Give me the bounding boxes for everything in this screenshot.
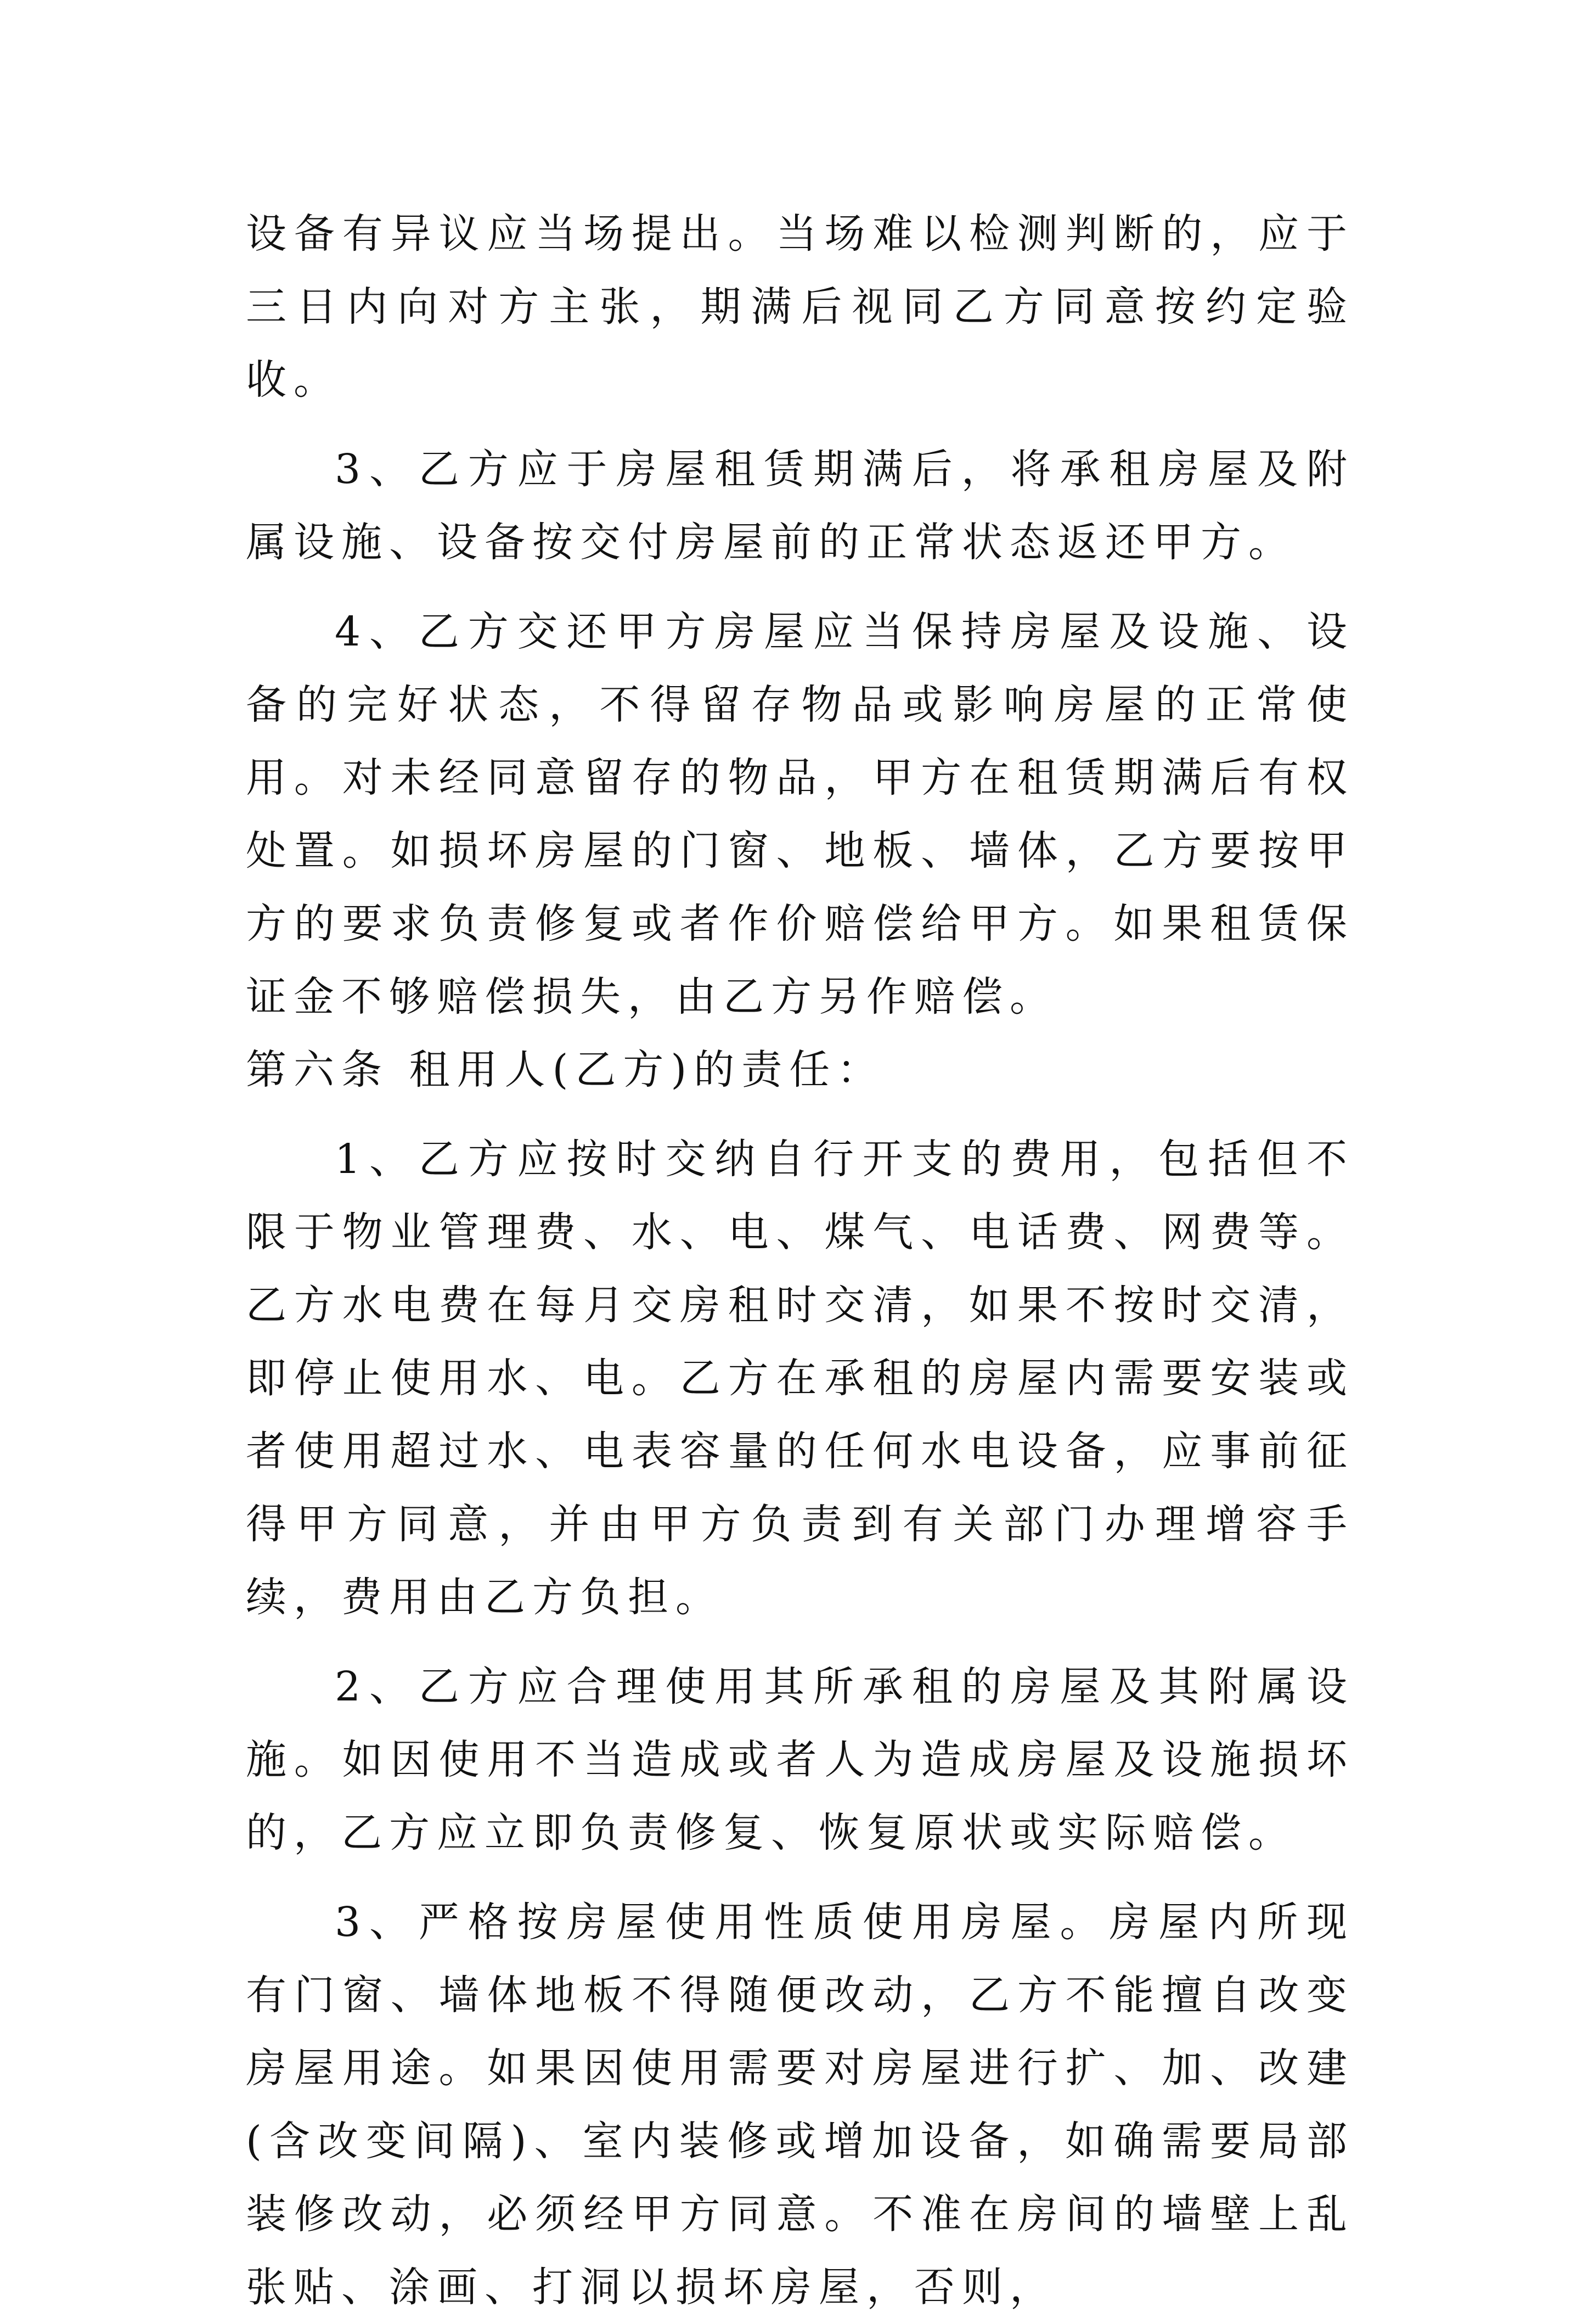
paragraph-clause-3-usage-nature: 3、严格按房屋使用性质使用房屋。房屋内所现有门窗、墙体地板不得随便改动，乙方不能擅自改变房屋用途。如果因使用需要对房屋进行扩、加、改建(含改变间隔)、室内装修或增加设备，如确需要局部装修改动，必须经甲方同意。不准在房间的墙壁上乱张贴、涂画、打洞以损坏房屋，否则， — [246, 1899, 1354, 2311]
paragraph-clause-4-return-condition: 4、乙方交还甲方房屋应当保持房屋及设施、设备的完好状态，不得留存物品或影响房屋的正常使用。对未经同意留存的物品，甲方在租赁期满后有权处置。如损坏房屋的门窗、地板、墙体，乙方要按甲方的要求负责修复或者作价赔偿给甲方。如果租赁保证金不够赔偿损失，由乙方另作赔偿。 — [246, 608, 1354, 1020]
paragraph-clause-1-fees: 1、乙方应按时交纳自行开支的费用，包括但不限于物业管理费、水、电、煤气、电话费、网费等。乙方水电费在每月交房租时交清，如果不按时交清，即停止使用水、电。乙方在承租的房屋内需要安装或者使用超过水、电表容量的任何水电设备，应事前征得甲方同意，并由甲方负责到有关部门办理增容手续，费用由乙方负担。 — [246, 1136, 1354, 1621]
document-page — [246, 198, 1354, 2324]
paragraph-inspection-objection: 设备有异议应当场提出。当场难以检测判断的，应于三日内向对方主张，期满后视同乙方同意按约定验收。 — [246, 210, 1354, 403]
paragraph-clause-2-proper-use: 2、乙方应合理使用其所承租的房屋及其附属设施。如因使用不当造成或者人为造成房屋及设施损坏的，乙方应立即负责修复、恢复原状或实际赔偿。 — [246, 1663, 1354, 1856]
paragraph-clause-3-return-premises: 3、乙方应于房屋租赁期满后，将承租房屋及附属设施、设备按交付房屋前的正常状态返还甲方。 — [246, 446, 1354, 566]
section-heading-article-6: 第六条 租用人(乙方)的责任： — [246, 1046, 885, 1093]
